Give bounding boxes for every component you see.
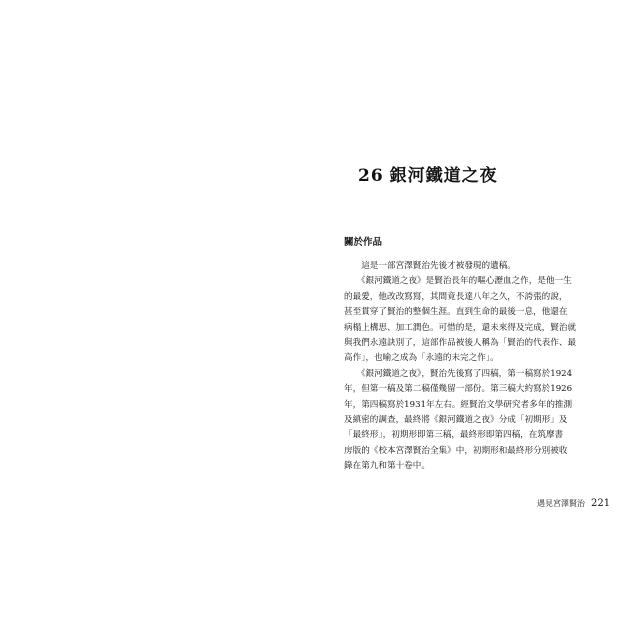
body-text bbox=[344, 259, 576, 475]
body-line: 的最愛，他改改寫寫，其間竟長達八年之久，不誇張的說， bbox=[344, 291, 568, 302]
body-line: 甚至貫穿了賢治的整個生涯。直到生命的最後一息，他還在 bbox=[344, 307, 568, 318]
running-head: 遇見宮澤賢治 bbox=[537, 499, 585, 508]
body-line: 年，但第一稿及第二稿僅幾留一部份。第三稿大約寫於1926 bbox=[344, 384, 573, 395]
body-line: 年，第四稿寫於1931年左右。經賢治文學研究者多年的推測 bbox=[344, 399, 573, 410]
body-line: 與我們永遠訣別了，這部作品被後人稱為「賢治的代表作、最 bbox=[344, 338, 576, 349]
body-line: 及縝密的調查，最終將《銀河鐵道之夜》分成「初期形」及 bbox=[344, 415, 568, 426]
page-number: 221 bbox=[591, 498, 611, 509]
chapter-title bbox=[358, 161, 498, 186]
section-heading: 關於作品 bbox=[344, 237, 383, 248]
body-line: 這是一部宮澤賢治先後才被發現的遺稿。 bbox=[344, 261, 516, 271]
chapter-title-text: 銀河鐵道之夜 bbox=[389, 166, 498, 186]
chapter-number: 26 bbox=[358, 166, 384, 186]
page-footer bbox=[537, 498, 610, 509]
body-line: 高作」，也喻之成為「永遠的未完之作」。 bbox=[344, 353, 499, 364]
body-line: 房版的《校本宮澤賢治全集》中，初期形和最終形分別被收 bbox=[344, 445, 568, 456]
body-line: 「最終形」，初期形即第三稿，最終形即第四稿，在筑摩書 bbox=[344, 430, 564, 441]
body-line: 《銀河鐵道之夜》，賢治先後寫了四稿，第一稿寫於1924 bbox=[344, 368, 573, 379]
body-line: 《銀河鐵道之夜》是賢治長年的嘔心瀝血之作，是他一生 bbox=[344, 276, 572, 287]
body-line: 錄在第九和第十卷中。 bbox=[344, 461, 430, 472]
body-line: 病榻上構思、加工潤色。可惜的是，還未來得及完成，賢治就 bbox=[344, 322, 576, 333]
